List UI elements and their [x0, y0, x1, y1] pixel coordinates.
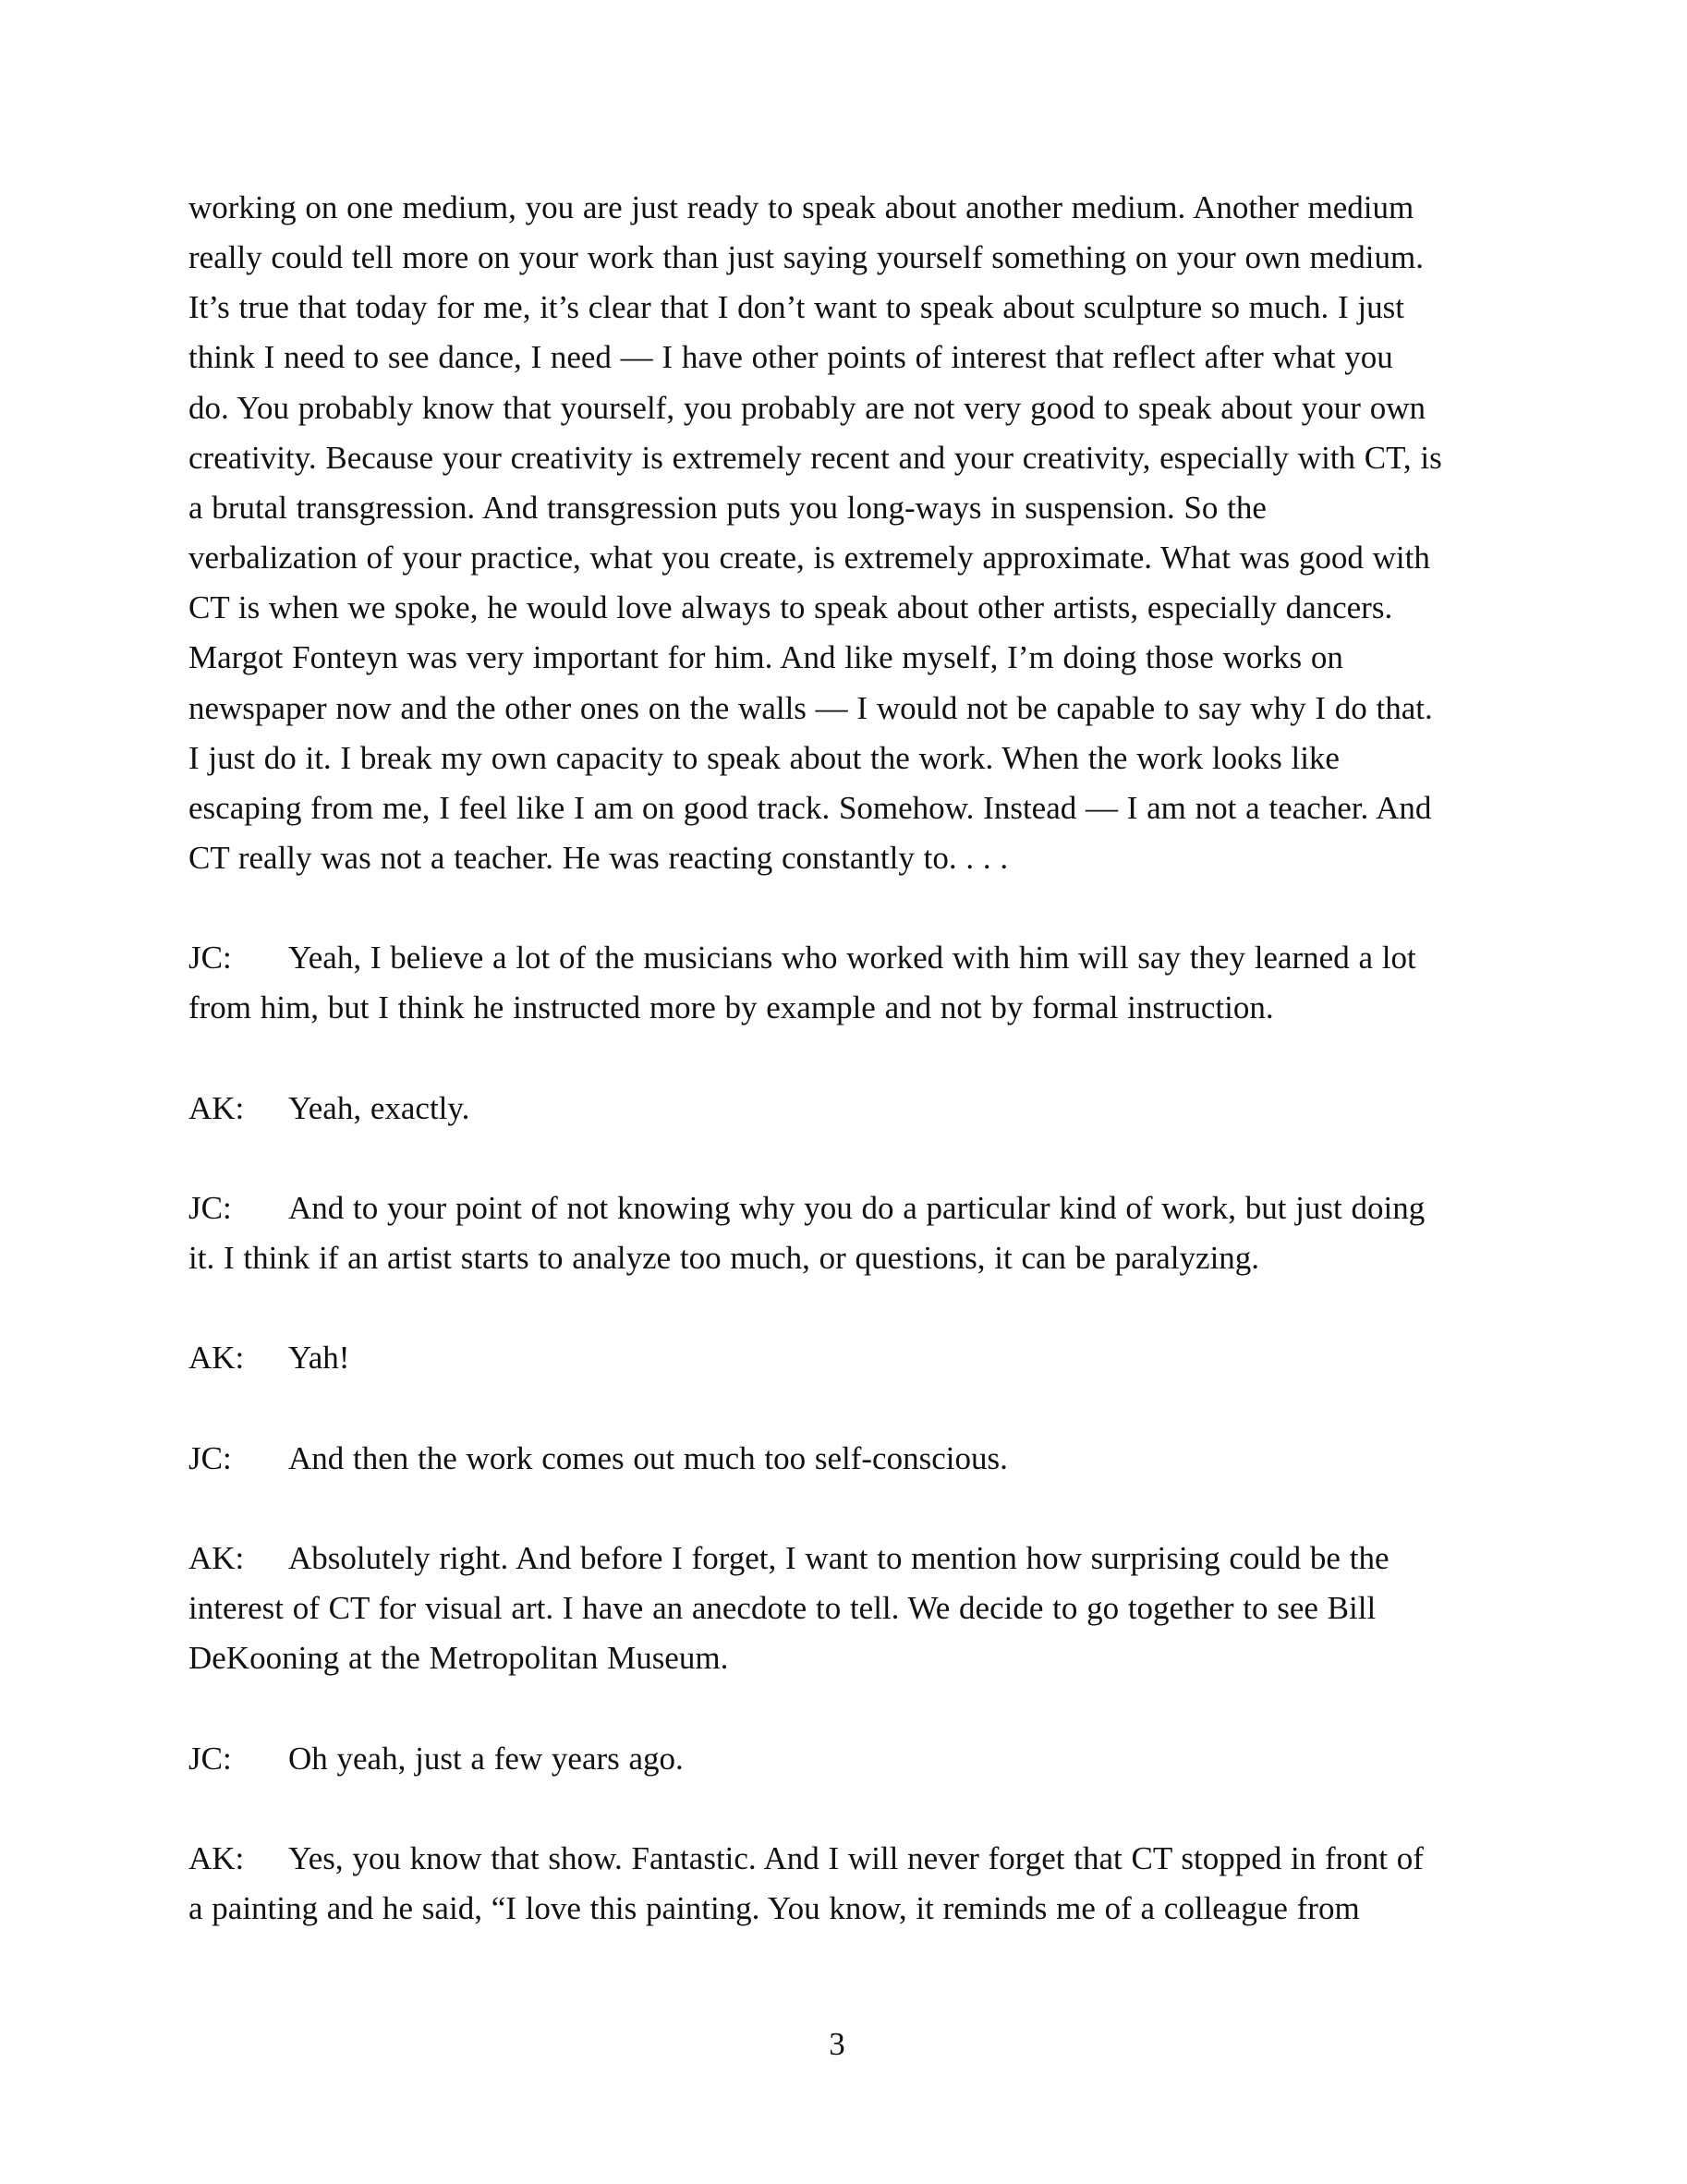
line-text: Yeah, exactly. — [288, 1089, 470, 1126]
transcript-line: verbalization of your practice, what you create, is extremely approximate. What was good with — [188, 540, 1430, 576]
transcript-line: It’s true that today for me, it’s clear that I don’t want to speak about sculpture so much. I just — [188, 289, 1404, 326]
page-number: 3 — [829, 2026, 845, 2062]
transcript-line: DeKooning at the Metropolitan Museum. — [188, 1640, 729, 1677]
transcript-line: Margot Fonteyn was very important for him. And like myself, I’m doing those works on — [188, 639, 1343, 676]
transcript-line: escaping from me, I feel like I am on good track. Somehow. Instead — I am not a teacher. And — [188, 789, 1432, 826]
transcript-line: newspaper now and the other ones on the walls — I would not be capable to say why I do that. — [188, 689, 1433, 726]
speaker-label: JC: — [188, 940, 232, 977]
transcript-line: working on one medium, you are just ready to speak about another medium. Another medium — [188, 189, 1414, 225]
speaker-label: JC: — [188, 1439, 232, 1476]
transcript-line: creativity. Because your creativity is extremely recent and your creativity, especially with CT, is — [188, 439, 1442, 476]
line-text: Yeah, I believe a lot of the musicians who worked with him will say they learned a lot — [288, 940, 1416, 977]
line-text: And then the work comes out much too self-conscious. — [288, 1439, 1008, 1476]
speaker-label: JC: — [188, 1190, 232, 1226]
transcript-line: think I need to see dance, I need — I have other points of interest that reflect after what you — [188, 339, 1393, 376]
transcript-line: I just do it. I break my own capacity to speak about the work. When the work looks like — [188, 739, 1340, 776]
transcript-line: CT really was not a teacher. He was reacting constantly to. . . . — [188, 839, 1009, 876]
line-text: Oh yeah, just a few years ago. — [288, 1740, 684, 1777]
transcript-line: interest of CT for visual art. I have an anecdote to tell. We decide to go together to see Bill — [188, 1590, 1377, 1627]
transcript-line: it. I think if an artist starts to analyze too much, or questions, it can be paralyzing. — [188, 1240, 1260, 1277]
transcript-line: from him, but I think he instructed more by example and not by formal instruction. — [188, 989, 1274, 1026]
transcript-line: CT is when we spoke, he would love always to speak about other artists, especially dancers. — [188, 589, 1393, 626]
transcript-line: do. You probably know that yourself, you probably are not very good to speak about your own — [188, 389, 1426, 426]
speaker-label: AK: — [188, 1089, 245, 1126]
line-text: Yah! — [288, 1340, 350, 1377]
line-text: Absolutely right. And before I forget, I want to mention how surprising could be the — [288, 1540, 1390, 1577]
speaker-label: AK: — [188, 1340, 245, 1377]
transcript-line: really could tell more on your work than just saying yourself something on your own medium. — [188, 239, 1425, 276]
speaker-label: AK: — [188, 1540, 245, 1577]
transcript-line: a painting and he said, “I love this painting. You know, it reminds me of a colleague from — [188, 1890, 1360, 1927]
transcript-line: a brutal transgression. And transgression puts you long-ways in suspension. So the — [188, 489, 1267, 526]
line-text: And to your point of not knowing why you do a particular kind of work, but just doing — [288, 1190, 1426, 1226]
speaker-label: JC: — [188, 1740, 232, 1777]
line-text: Yes, you know that show. Fantastic. And I will never forget that CT stopped in front of — [288, 1839, 1424, 1876]
speaker-label: AK: — [188, 1839, 245, 1876]
